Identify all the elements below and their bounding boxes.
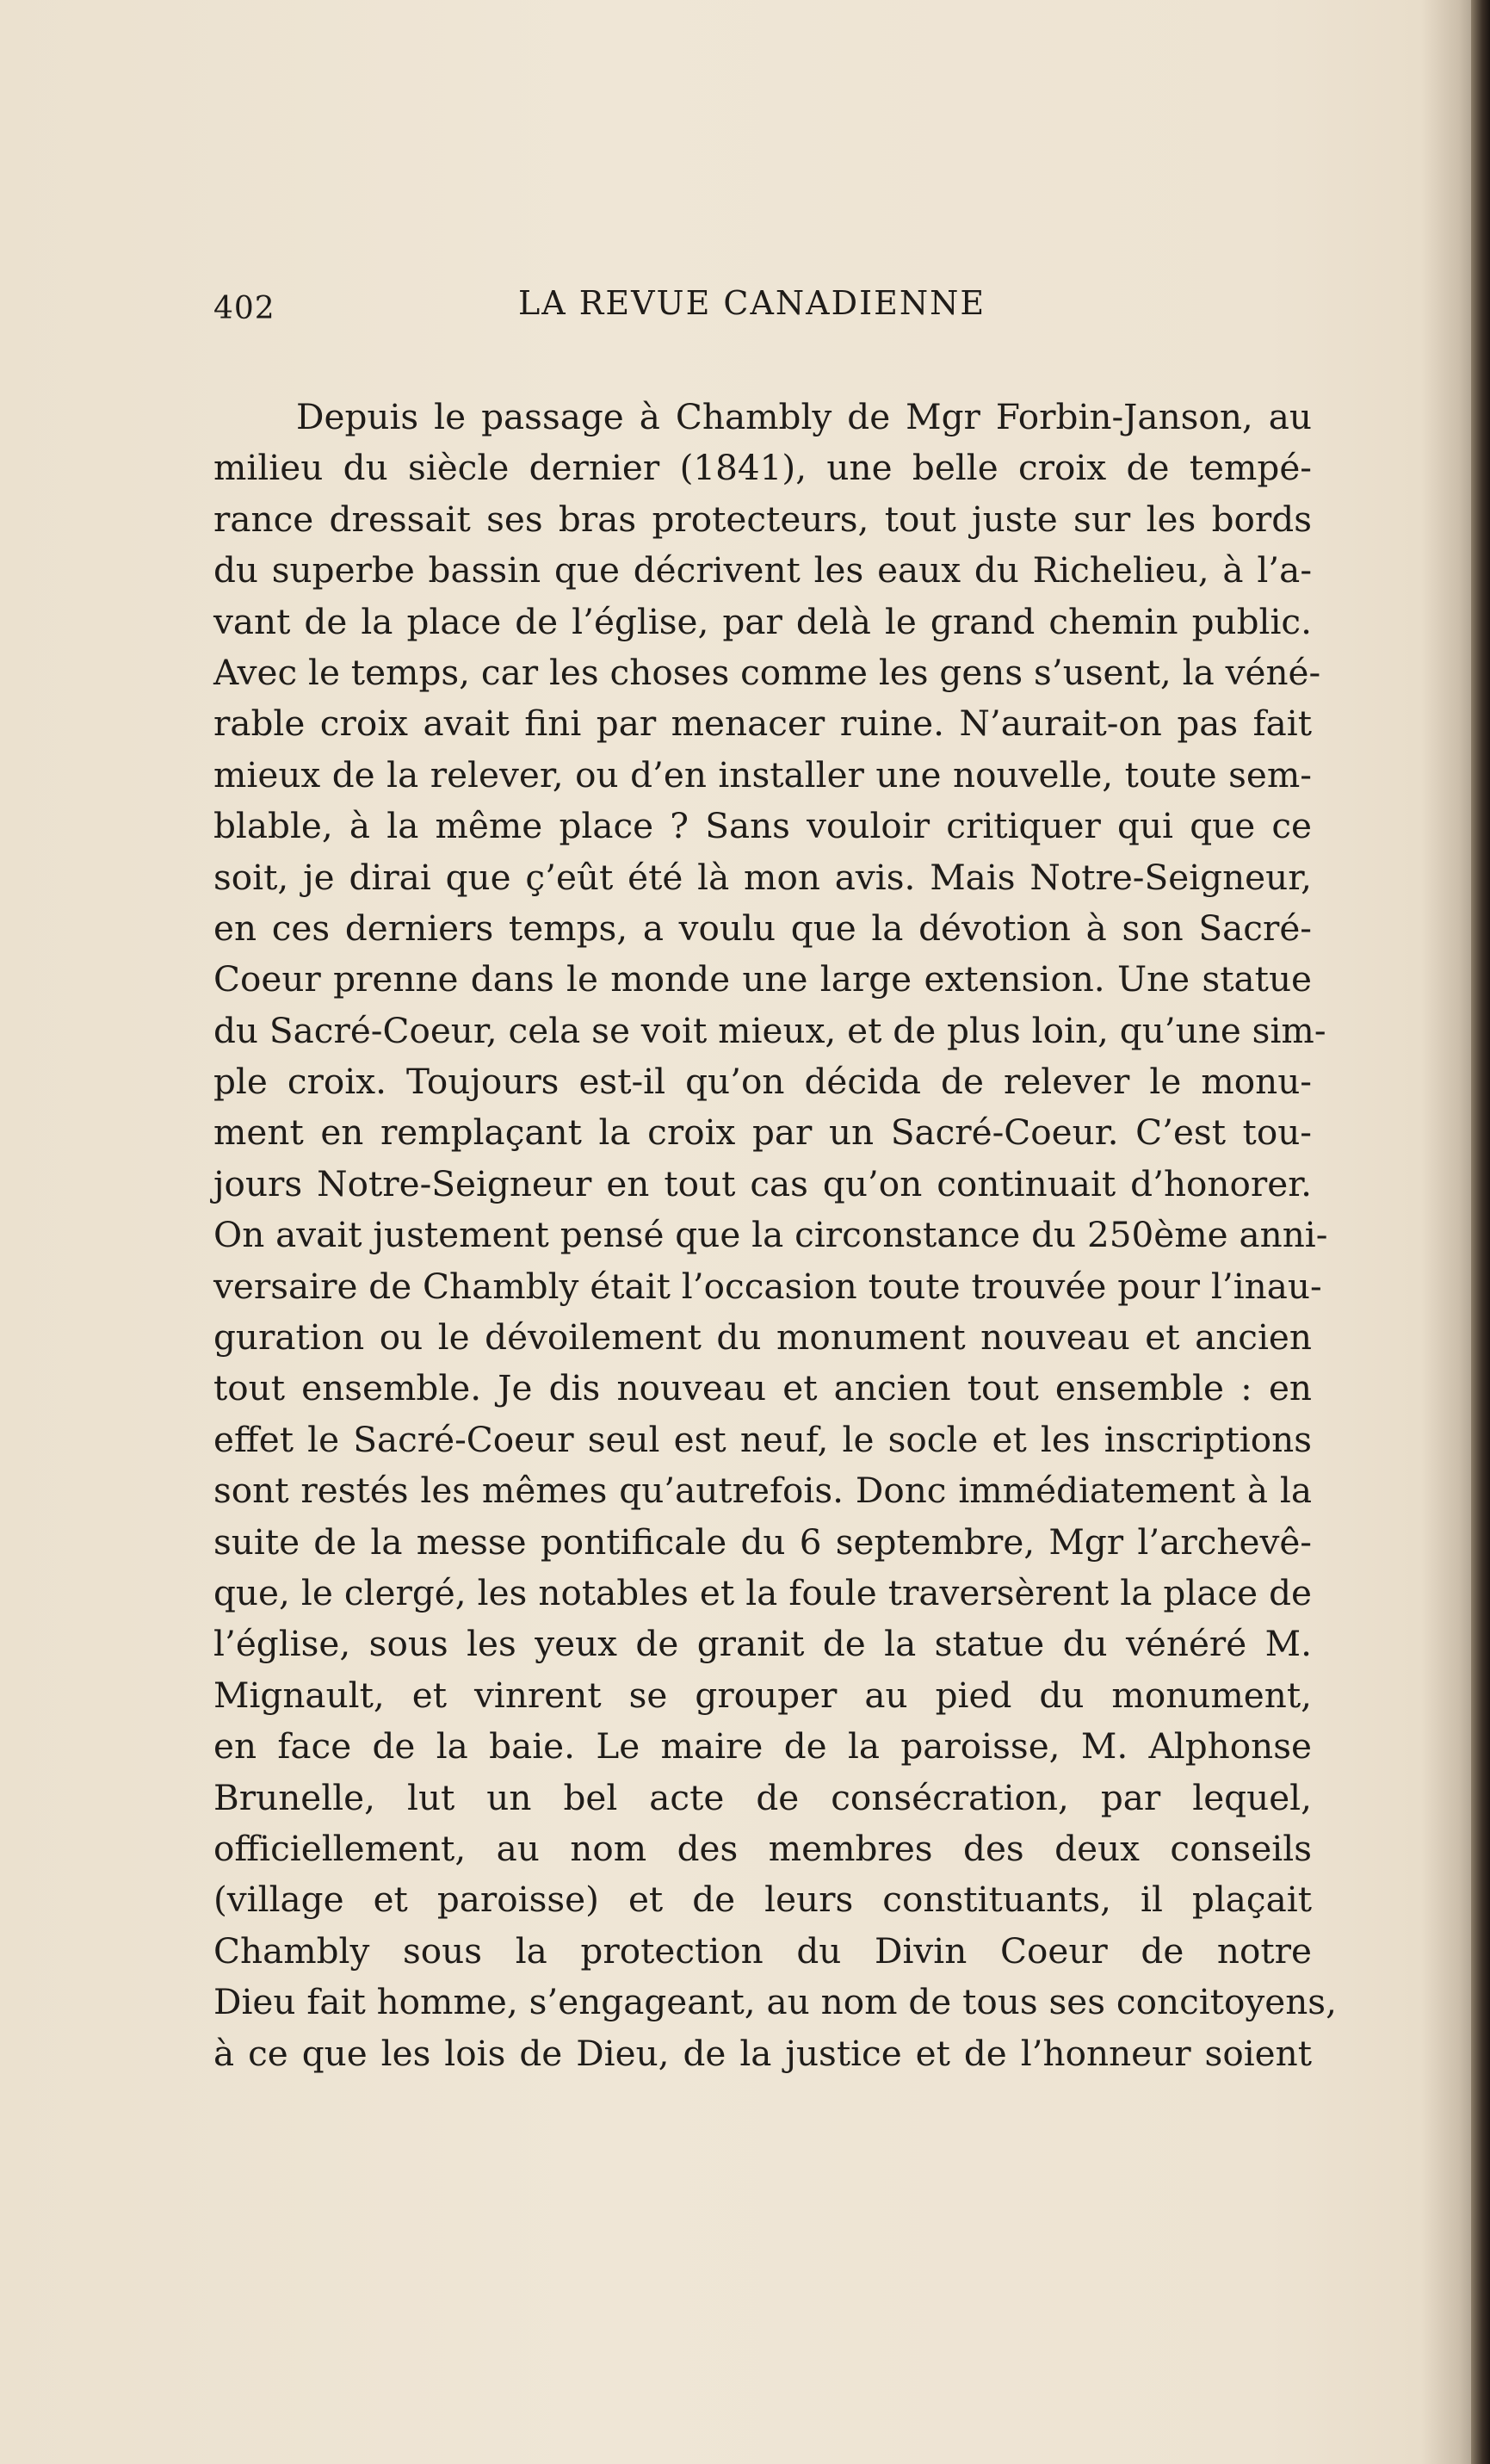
- text-line: versaire de Chambly était l’occasion toute trouvée pour l’inau-: [213, 1265, 1322, 1307]
- body-text: [213, 392, 1337, 2079]
- page-edge: [1471, 0, 1490, 2464]
- text-line: Avec le temps, car les choses comme les gens s’usent, la véné-: [213, 651, 1321, 693]
- text-line: Coeur prenne dans le monde une large extension. Une statue: [213, 958, 1312, 1000]
- text-line: que, le clergé, les notables et la foule traversèrent la place de: [213, 1571, 1312, 1613]
- page-number: 402: [213, 291, 275, 326]
- text-line: à ce que les lois de Dieu, de la justice et de l’honneur soient: [213, 2032, 1312, 2074]
- text-line: ple croix. Toujours est-il qu’on décida de relever le monu-: [213, 1061, 1312, 1103]
- text-line: soit, je dirai que ç’eût été là mon avis. Mais Notre-Seigneur,: [213, 856, 1312, 898]
- text-line: officiellement, au nom des membres des deux conseils: [213, 1827, 1312, 1869]
- text-line: On avait justement pensé que la circonstance du 250ème anni-: [213, 1214, 1328, 1256]
- text-line: sont restés les mêmes qu’autrefois. Donc immédiatement à la: [213, 1470, 1312, 1512]
- text-line: blable, à la même place ? Sans vouloir critiquer qui que ce: [213, 805, 1312, 847]
- text-line: suite de la messe pontificale du 6 septembre, Mgr l’archevê-: [213, 1520, 1312, 1563]
- page-header: [213, 284, 1014, 336]
- text-line: mieux de la relever, ou d’en installer une nouvelle, toute sem-: [213, 753, 1312, 796]
- text-line: en ces derniers temps, a voulu que la dévotion à son Sacré-: [213, 907, 1312, 949]
- text-line: l’église, sous les yeux de granit de la statue du vénéré M.: [213, 1623, 1312, 1665]
- text-line: du Sacré-Coeur, cela se voit mieux, et de plus loin, qu’une sim-: [213, 1009, 1326, 1051]
- text-line: Mignault, et vinrent se grouper au pied du monument,: [213, 1674, 1312, 1716]
- text-line: guration ou le dévoilement du monument nouveau et ancien: [213, 1316, 1312, 1359]
- text-line: effet le Sacré-Coeur seul est neuf, le socle et les inscriptions: [213, 1418, 1312, 1460]
- running-title: LA REVUE CANADIENNE: [518, 284, 986, 322]
- text-line: Chambly sous la protection du Divin Coeur de notre: [213, 1929, 1312, 1972]
- text-line: ment en remplaçant la croix par un Sacré-Coeur. C’est tou-: [213, 1111, 1312, 1154]
- text-line: rance dressait ses bras protecteurs, tout juste sur les bords: [213, 498, 1312, 540]
- text-line: milieu du siècle dernier (1841), une belle croix de tempé-: [213, 447, 1312, 489]
- text-line: en face de la baie. Le maire de la paroisse, M. Alphonse: [213, 1725, 1312, 1768]
- text-line: du superbe bassin que décrivent les eaux du Richelieu, à l’a-: [213, 549, 1312, 591]
- text-line: Depuis le passage à Chambly de Mgr Forbin-Janson, au: [296, 396, 1312, 437]
- text-line: Brunelle, lut un bel acte de consécration, par lequel,: [213, 1776, 1312, 1818]
- text-line: vant de la place de l’église, par delà le grand chemin public.: [213, 600, 1312, 642]
- text-line: tout ensemble. Je dis nouveau et ancien tout ensemble : en: [213, 1367, 1312, 1409]
- text-line: jours Notre-Seigneur en tout cas qu’on continuait d’honorer.: [213, 1162, 1312, 1204]
- text-line: Dieu fait homme, s’engageant, au nom de tous ses concitoyens,: [213, 1981, 1337, 2023]
- text-line: (village et paroisse) et de leurs constituants, il plaçait: [213, 1879, 1312, 1921]
- text-line: rable croix avait fini par menacer ruine. N’aurait-on pas fait: [213, 703, 1312, 745]
